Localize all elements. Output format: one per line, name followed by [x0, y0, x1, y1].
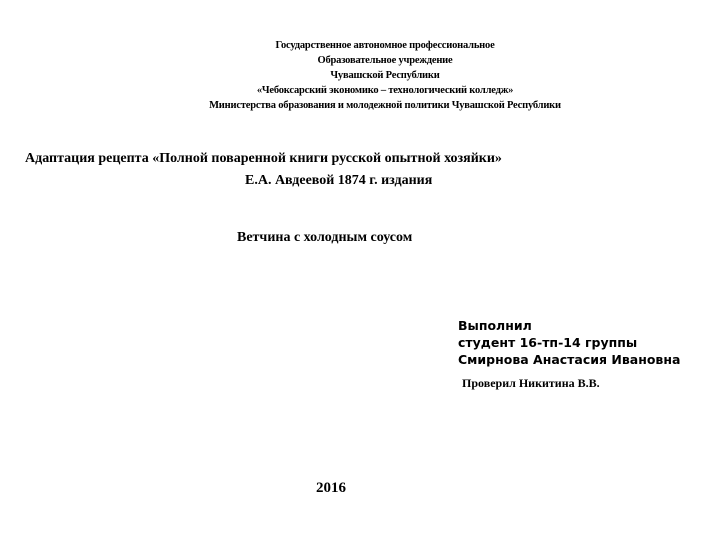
header-line-4: «Чебоксарский экономико – технологический колледж»	[256, 85, 514, 96]
author-group: студент 16-тп-14 группы	[458, 335, 638, 350]
header-line-3: Чувашской Республики	[330, 70, 440, 81]
checked-by: Проверил Никитина В.В.	[462, 376, 600, 390]
year: 2016	[316, 480, 346, 496]
document-title-line-1: Адаптация рецепта «Полной поваренной книги русской опытной хозяйки»	[25, 151, 502, 166]
header-line-2: Образовательное учреждение	[317, 55, 453, 66]
institution-header	[150, 38, 620, 113]
header-line-5: Министерства образования и молодежной политики Чувашской Республики	[209, 100, 561, 111]
author-name: Смирнова Анастасия Ивановна	[458, 352, 681, 367]
document-title-line-2: Е.А. Авдеевой 1874 г. издания	[245, 173, 433, 188]
author-label: Выполнил	[458, 318, 532, 333]
header-line-1: Государственное автономное профессиональное	[275, 40, 495, 51]
author-block	[458, 317, 680, 368]
dish-name: Ветчина с холодным соусом	[237, 230, 413, 245]
